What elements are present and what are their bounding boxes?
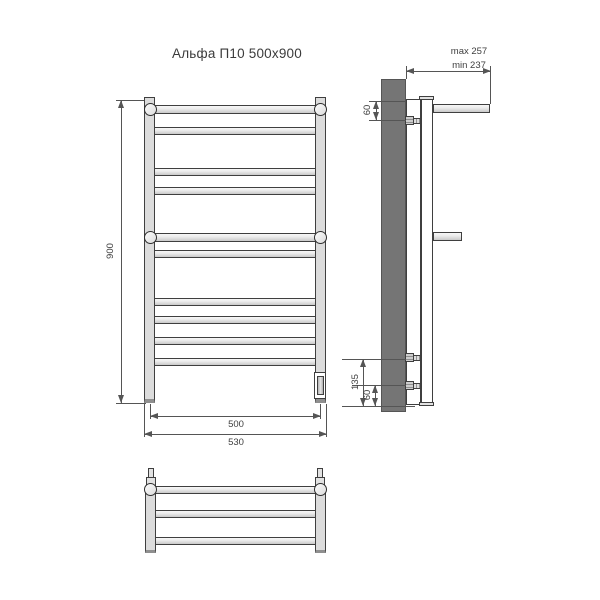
bolt-bottom-shaft [413,383,421,389]
side-rung-middle [433,232,462,241]
dim-depth-ext-right [490,66,491,104]
side-post [421,99,433,405]
dim-900-ext-bottom [116,403,146,404]
rung-2 [154,127,316,135]
bolt-top-shaft [413,118,421,124]
collar-ring-mid-right [314,231,327,244]
collar-ring-top-left [144,103,157,116]
dim-530-line [144,434,327,435]
rung-9 [154,337,316,345]
dim-135-label: 135 [350,374,361,390]
heater-switch-window [317,376,324,395]
rung-6 [154,250,316,258]
rung-7 [154,298,316,306]
top-bar-front [155,486,316,494]
side-post-top-cap [419,96,434,100]
top-post-right [315,493,326,553]
dim-900-line [121,100,122,403]
dim-bottom-ext-base [342,406,415,407]
rung-4 [154,187,316,195]
dim-900-label: 900 [105,243,116,259]
dim-depth-max-label: max 257 [450,46,488,57]
dim-bot60-label: 60 [362,389,373,401]
collar-ring-top-right [314,103,327,116]
dim-135-ext-upper [342,359,406,360]
collar-ring-mid-left [144,231,157,244]
top-bar-back [155,537,316,545]
dim-530-arrow-right [319,431,327,437]
top-ring-right [314,483,327,496]
dim-depth-min-label: min 237 [452,60,486,71]
wall [381,79,406,412]
side-post-bottom-cap [419,402,434,406]
rung-10 [154,358,316,366]
dim-900-arrow-top [118,100,124,108]
dim-500-arrow-left [150,413,158,419]
dim-500-label: 500 [228,419,244,430]
front-post-right [315,97,326,403]
dim-530-label: 530 [228,437,244,448]
dim-500-arrow-right [313,413,321,419]
dim-depth-arrow-left [406,68,414,74]
rung-3 [154,168,316,176]
rung-8 [154,316,316,324]
dim-500-line [150,416,321,417]
rung-5-collar [154,233,316,242]
dim-135-arrow-top [360,359,366,367]
dim-530-arrow-left [144,431,152,437]
top-bar-mid [155,510,316,518]
bolt-mid-shaft [413,355,421,361]
side-rung-top [433,104,490,113]
dim-900-arrow-bottom [118,395,124,403]
dim-top60-ext-lower [369,120,406,121]
rung-1-collar [154,105,316,114]
drawing-title: Альфа П10 500x900 [172,46,302,61]
dim-depth-line [406,71,491,72]
dim-depth-ext-left [406,66,407,79]
top-post-left [145,493,156,553]
top-ring-left [144,483,157,496]
dim-top60-label: 60 [362,104,373,116]
